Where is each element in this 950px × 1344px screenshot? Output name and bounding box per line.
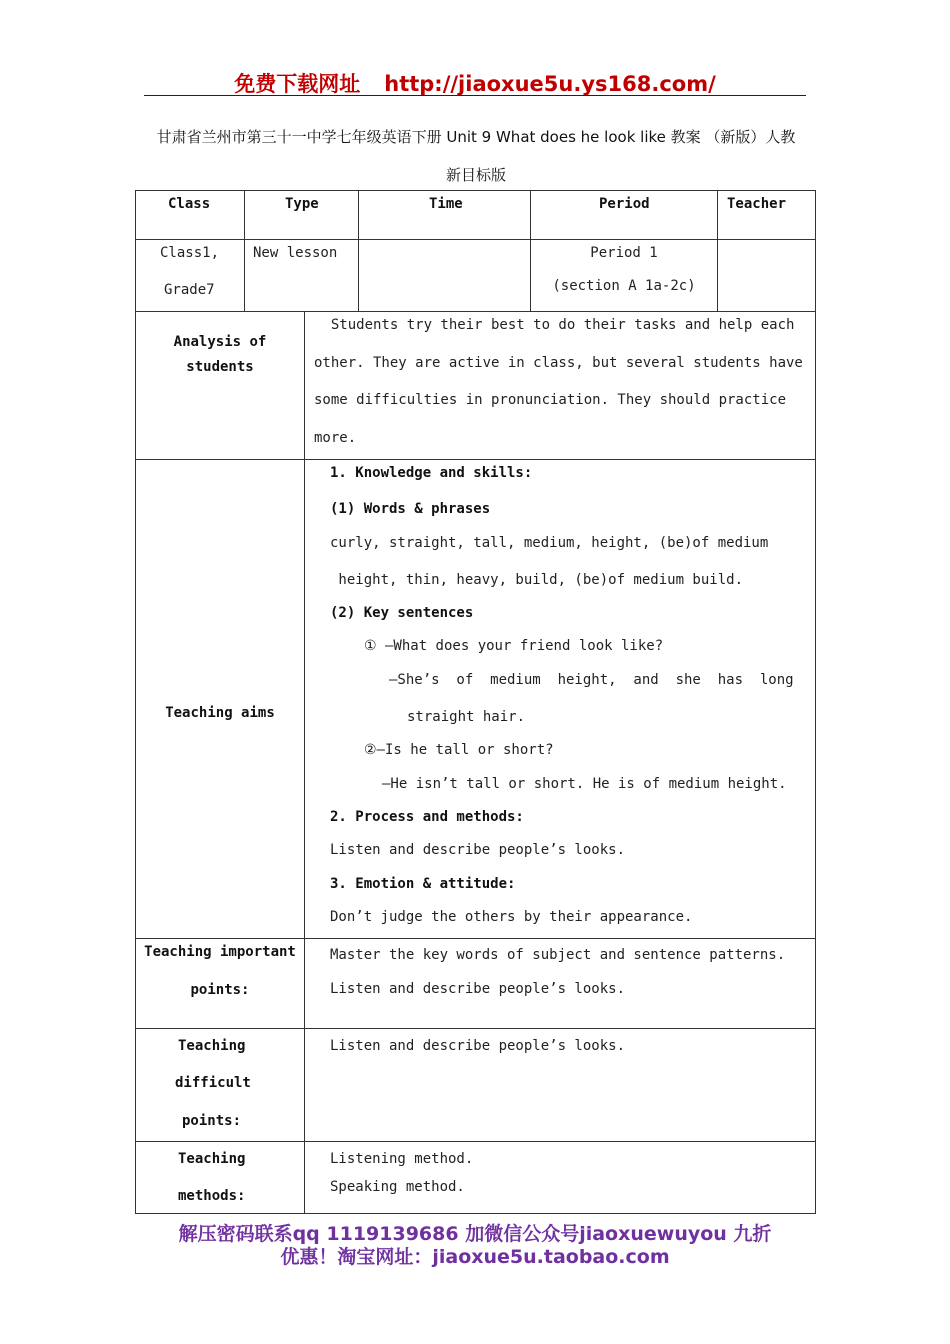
- footer-taobao-line[interactable]: 优惠！淘宝网址：jiaoxue5u.taobao.com: [280, 1246, 670, 1268]
- important-line2: Listen and describe people’s looks.: [330, 981, 626, 997]
- header-download-link[interactable]: [0, 68, 950, 98]
- header-time: Time: [429, 196, 463, 212]
- document-title: [136, 118, 816, 194]
- aims-sentence1-question: ① —What does your friend look like?: [364, 638, 664, 654]
- row-divider: [135, 1141, 816, 1142]
- col-divider: [717, 190, 718, 311]
- row-divider: [135, 1028, 816, 1029]
- period-value-line2: (section A 1a-2c): [552, 278, 696, 294]
- row-divider: [135, 938, 816, 939]
- analysis-label-line1: Analysis of: [173, 334, 267, 350]
- table-border-right: [815, 190, 816, 1214]
- header-type: Type: [285, 196, 319, 212]
- table-border-top: [135, 190, 816, 191]
- difficult-label-line3: points:: [182, 1113, 242, 1129]
- methods-label-line1: Teaching: [178, 1151, 246, 1167]
- aims-subheading-sentences: (2) Key sentences: [330, 605, 474, 621]
- aims-sentence2-answer: —He isn’t tall or short. He is of medium height.: [382, 776, 787, 792]
- important-label-line1: Teaching important: [144, 944, 296, 960]
- type-value: New lesson: [253, 245, 338, 261]
- difficult-label-line1: Teaching: [178, 1038, 246, 1054]
- difficult-label-line2: difficult: [175, 1075, 251, 1091]
- aims-words-line2: height, thin, heavy, build, (be)of medium build.: [330, 572, 744, 588]
- methods-line1: Listening method.: [330, 1151, 474, 1167]
- header-period: Period: [599, 196, 650, 212]
- row-divider: [135, 311, 816, 312]
- class-value-line2: Grade7: [164, 282, 215, 298]
- col-divider: [244, 190, 245, 311]
- analysis-line: other. They are active in class, but several students have: [314, 355, 803, 371]
- aims-label: Teaching aims: [165, 705, 275, 721]
- aims-subheading-words: (1) Words & phrases: [330, 501, 491, 517]
- aims-heading-process: 2. Process and methods:: [330, 809, 524, 825]
- important-line1: Master the key words of subject and sentence patterns.: [330, 947, 786, 963]
- table-border-bottom: [135, 1213, 816, 1214]
- col-divider: [304, 311, 305, 1214]
- aims-sentence1-answer-line2: straight hair.: [407, 709, 526, 725]
- aims-words-line1: curly, straight, tall, medium, height, (be)of medium: [330, 535, 769, 551]
- row-divider: [135, 459, 816, 460]
- header-class: Class: [168, 196, 211, 212]
- aims-heading-emotion: 3. Emotion & attitude:: [330, 876, 516, 892]
- important-label-line2: points:: [190, 982, 250, 998]
- analysis-line: Students try their best to do their tasks and help each: [314, 317, 795, 333]
- header-divider: [144, 95, 806, 96]
- aims-heading-knowledge: 1. Knowledge and skills:: [330, 465, 533, 481]
- col-divider: [358, 190, 359, 311]
- class-value-line1: Class1,: [160, 245, 220, 261]
- header-url[interactable]: http://jiaoxue5u.ys168.com/: [384, 72, 716, 96]
- aims-sentence2-question: ②—Is he tall or short?: [364, 742, 554, 758]
- aims-sentence1-answer-line1: —She’s of medium height, and she has long: [389, 672, 794, 688]
- analysis-line: some difficulties in pronunciation. They should practice: [314, 392, 787, 408]
- difficult-line1: Listen and describe people’s looks.: [330, 1038, 626, 1054]
- footer-contact-line: 解压密码联系qq 1119139686 加微信公众号jiaoxuewuyou 九折: [178, 1223, 772, 1245]
- aims-emotion-text: Don’t judge the others by their appearance.: [330, 909, 693, 925]
- methods-label-line2: methods:: [178, 1188, 246, 1204]
- row-divider: [135, 239, 816, 240]
- analysis-line: more.: [314, 430, 357, 446]
- period-value-line1: Period 1: [590, 245, 658, 261]
- analysis-label-line2: students: [186, 359, 254, 375]
- methods-line2: Speaking method.: [330, 1179, 465, 1195]
- header-teacher: Teacher: [727, 196, 787, 212]
- title-line-2: 新目标版: [445, 166, 506, 184]
- header-label: 免费下载网址: [234, 72, 361, 96]
- title-line-1: 甘肃省兰州市第三十一中学七年级英语下册 Unit 9 What does he look like 教案 （新版）人教: [156, 128, 796, 146]
- aims-process-text: Listen and describe people’s looks.: [330, 842, 626, 858]
